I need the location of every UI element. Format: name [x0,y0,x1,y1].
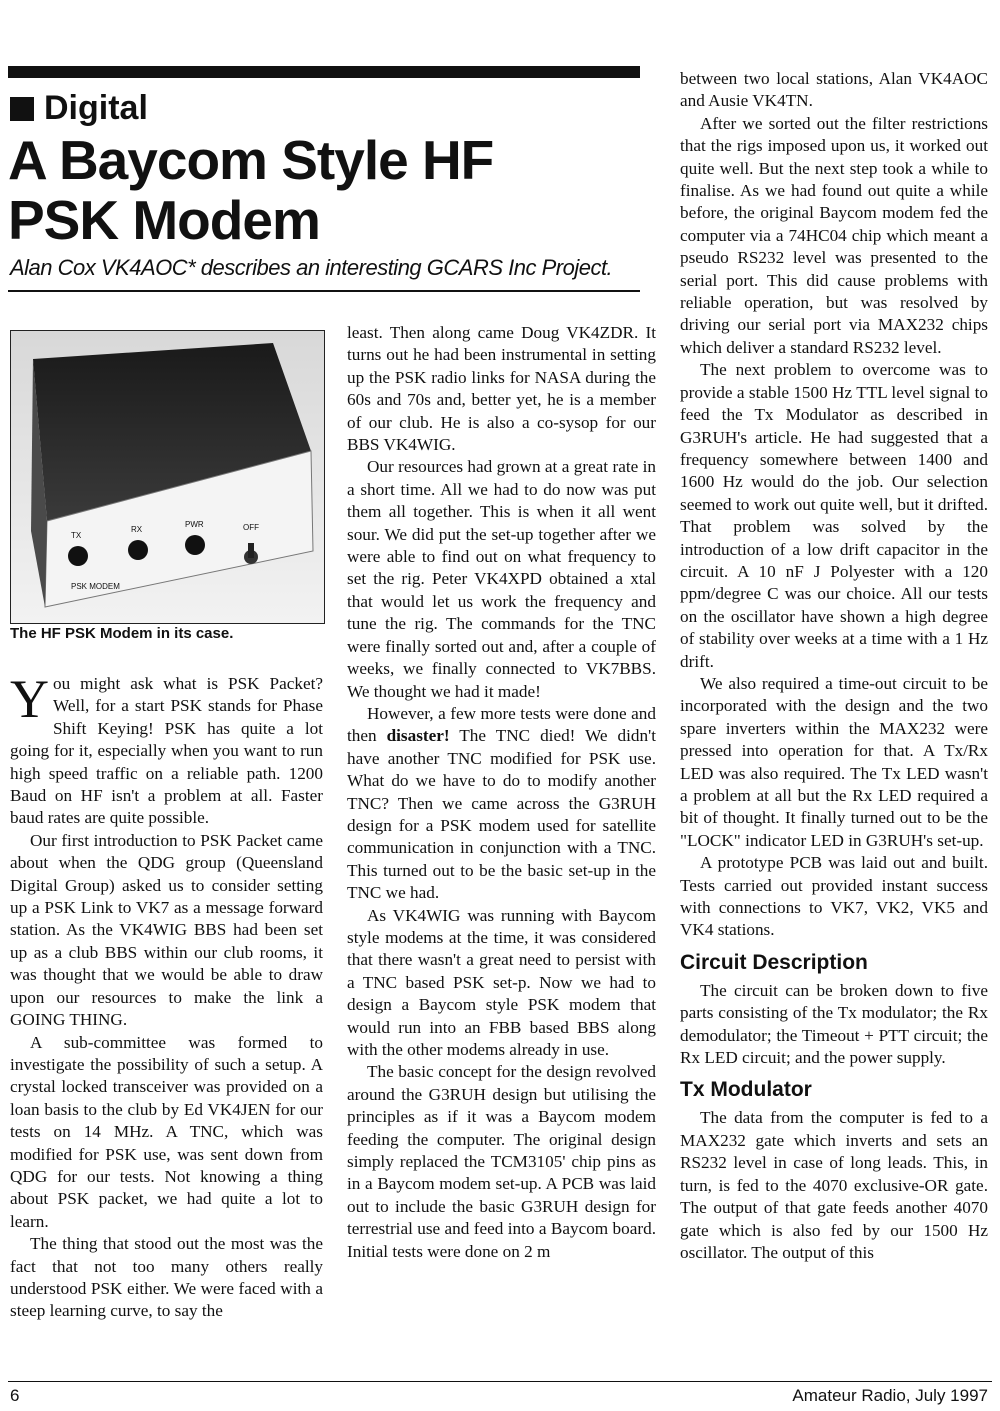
paragraph-text: The TNC died! We didn't have another TNC modified for PSK use. What do we have to do to modify another TNC? Then we came across the G3RUH design for a PSK modem used for satellite communication in conjunction with a TNC. This turned out to be the basic set-up in the TNC we had. [347,726,656,903]
emphasis-text: disaster! [386,726,450,746]
paragraph: Our first introduction to PSK Packet came about when the QDG group (Queensland Digital Group) asked us to consider setting up a PSK Link to VK7 as a message forward station. As the VK4WIG BBS had been set up as a club BBS within our club rooms, it was thought that we would be able to draw upon our resources to make the link a GOING THING. [10,830,323,1030]
pwr-label: PWR [185,520,204,529]
top-rule [8,66,640,78]
modem-photo-svg [11,331,324,623]
byline-rule [8,290,640,292]
modem-photo [10,330,325,624]
tx-label: TX [71,531,82,540]
square-bullet-icon [10,97,34,121]
paragraph: Our resources had grown at a great rate in a short time. All we had to do now was put them all together. This is when it all went sour. We did put the set-up together after we were able to find out on what frequency to set the rig. Peter VK4XPD obtained a xtal that would let us work the frequency and tune the rig. The commands for the TNC were finally sorted out and, after a couple of weeks, we finally connected to VK7BBS. We thought we had it made! [347,457,656,701]
subheading-circuit-description: Circuit Description [680,950,868,974]
paragraph: between two local stations, Alan VK4AOC and Ausie VK4TN. [680,69,988,111]
paragraph: The thing that stood out the most was the fact that not too many others really understood PSK either. We were faced with a steep learning curve, to say the [10,1234,323,1321]
drop-cap: Y [10,669,49,729]
footer-rule [8,1381,992,1382]
paragraph: We also required a time-out circuit to be incorporated with the design and the two spare inverters within the MAX232 were pressed into operation for that. A Tx/Rx LED was also required. The Tx LED wasn't a problem at all but the Rx LED required a bit of thought. It finally turned out to be the "LOCK" indicator LED in G3RUH's set-up. [680,673,988,850]
paragraph: The next problem to overcome was to provide a stable 1500 Hz TTL level signal to feed the Tx Modulator as described in G3RUH's article. He had suggested that a frequency somewhere between 1400 and 1600 Hz would do the job. Our selection seemed to work out quite well, but it drifted. That problem was solved by the introduction of a low drift capacitor in the circuit. A 10 nF J Polyester with a 120 ppm/degree C was our choice. All our tests on the oscillator have shown a high degree of stability over weeks at a time with a 1 Hz drift. [680,360,988,671]
article-title [8,130,648,250]
paragraph: A sub-committee was formed to investigate the possibility of such a setup. A crystal locked transceiver was provided on a loan basis to the club by Ed VK4JEN for our tests on 14 MHz. A TNC, which was modified for PSK use, was sent down from QDG for our tests. Not knowing a thing about PSK packet, we had quite a lot to learn. [10,1032,323,1231]
column-2 [347,322,656,1263]
paragraph [10,669,323,830]
column-1 [10,669,323,1323]
paragraph: After we sorted out the filter restrictions that the rigs imposed upon us, it worked out quite well. But the next step took a while to finalise. As we had found out quite a while before, the original Baycom modem fed the computer via a 74HC04 chip which meant a pseudo RS232 level was presented to the serial port. This did cause problems with reliable operation, but was resolved by driving our serial port via MAX232 chips which deliver a standard RS232 level. [680,113,988,357]
publication-footer: Amateur Radio, July 1997 [792,1386,988,1405]
paragraph: The basic concept for the design revolved around the G3RUH design but utilising the principles as if it was a Baycom modem feeding the computer. The original design simply replaced the TCM3105' chip pins as in a Baycom modem set-up. A PCB was laid out to include the basic G3RUH design for terrestrial use and feed into a Baycom board. Initial tests were done on 2 m [347,1062,656,1261]
paragraph-text: ou might ask what is PSK Packet? Well, for a start PSK stands for Phase Shift Keying! PSK has quite a lot going for it, especially when you want to run high speed traffic on a reliable path. 1200 Baud on HF isn't a problem at all. Faster baud rates are quite possible. [10,674,323,828]
rx-led-icon [128,540,148,560]
tx-led-icon [68,546,88,566]
article-title-line1: A Baycom Style HF [8,129,494,191]
paragraph: The data from the computer is fed to a MAX232 gate which inverts and sets an RS232 level in case of long leads. This, in turn, is fed to the 4070 exclusive-OR gate. The output of that gate feeds another 4070 gate which is also fed by our 1500 Hz oscillator. The output of this [680,1108,988,1262]
column-3 [680,68,988,1264]
paragraph: least. Then along came Doug VK4ZDR. It turns out he had been instrumental in setting up the PSK radio links for NASA during the 60s and 70s and, better yet, he is a member of our club. He is also a co-sysop for our BBS VK4WIG. [347,323,656,455]
paragraph: As VK4WIG was running with Baycom style modems at the time, it was considered that there wasn't a great need to persist with a TNC based PSK set-p. Now we had to design a Baycom style PSK modem that would run into an FBB based BBS along with the other modems already in use. [347,905,656,1059]
panel-label: PSK MODEM [71,582,120,591]
section-label [10,88,148,128]
subheading-tx-modulator: Tx Modulator [680,1078,812,1102]
article-title-line2: PSK Modem [8,189,320,251]
byline: Alan Cox VK4AOC* describes an interesting GCARS Inc Project. [10,255,613,280]
paragraph [347,703,656,905]
rx-label: RX [131,525,143,534]
photo-caption: The HF PSK Modem in its case. [10,625,234,642]
section-label-text: Digital [44,89,148,127]
paragraph: A prototype PCB was laid out and built. Tests carried out provided instant success with connections to VK7, VK2, VK5 and VK4 stations. [680,853,988,940]
paragraph-text: However, a few more tests were done and then [347,703,656,746]
power-switch-lever-icon [248,543,254,558]
pwr-led-icon [185,535,205,555]
page-number: 6 [10,1386,20,1405]
switch-label: OFF [243,523,259,532]
paragraph: The circuit can be broken down to five parts consisting of the Tx modulator; the Rx demodulator; the Timeout + PTT circuit; the Rx LED circuit; and the power supply. [680,980,988,1068]
